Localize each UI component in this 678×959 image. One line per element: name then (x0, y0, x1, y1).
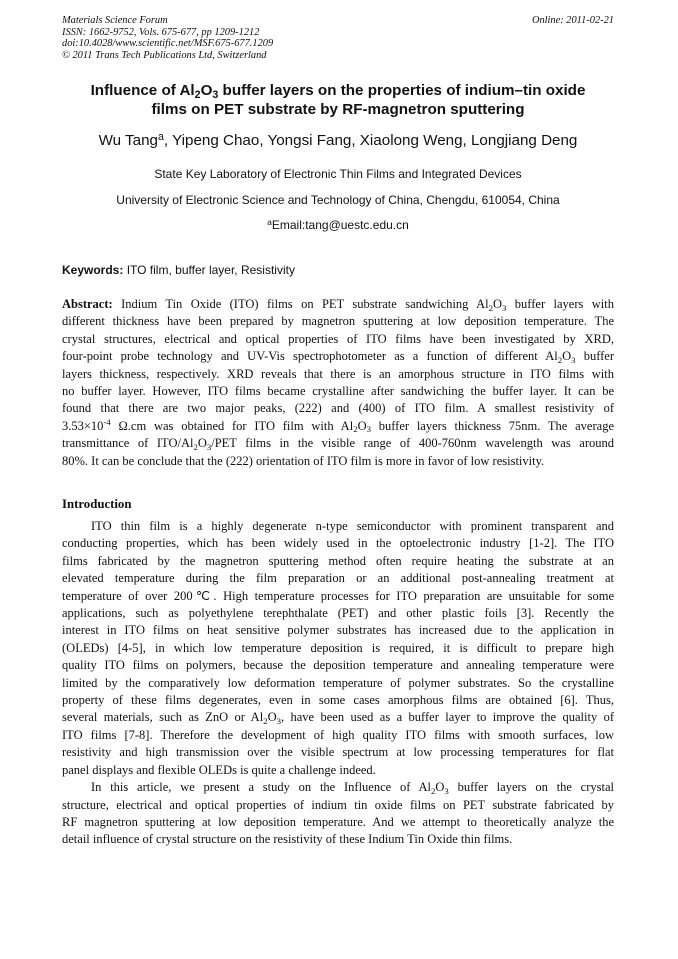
abstract-line: no buffer layer. However, ITO films became crystalline after sandwiching the buffer layer. It can be (62, 384, 614, 399)
online-date: Online: 2011-02-21 (531, 15, 614, 26)
paragraph-line: ITO films [7-8]. Therefore the development of high quality ITO films with smooth surfaces, low (62, 727, 614, 742)
paragraph-line: ITO thin film is a highly degenerate n-type semiconductor with prominent transparent and (91, 519, 614, 533)
paragraph-line: In this article, we present a study on the Influence of $Al_2O_3$ buffer layers on the crystal (91, 780, 614, 796)
paragraph-line: property of these films degenerates, even in some cases amorphous films are obtained [6]. Thus, (62, 693, 614, 708)
abstract-line: transmittance of ITO/$Al_2O_3$/PET films in the visible range of 400-760nm wavelength was around (62, 436, 614, 452)
abstract-line: layers thickness, respectively. XRD reveals that there is an amorphous structure in ITO films with (62, 366, 614, 381)
paragraph-line: panel displays and flexible OLEDs is quite a challenge indeed. (62, 762, 376, 777)
abstract-line: crystal structures, electrical and optical properties of ITO films have been investigated by XRD, (62, 331, 614, 346)
affiliation-line-1: State Key Laboratory of Electronic Thin Films and Integrated Devices (154, 167, 522, 181)
title-line-2: films on PET substrate by RF-magnetron sputtering (151, 101, 525, 118)
abstract-label: Abstract: (62, 297, 113, 311)
abstract-line: four-point probe technology and UV-Vis spectrophotometer as a function of different $Al_2O_3$ buffer (62, 349, 614, 365)
keywords-text: ITO film, buffer layer, Resistivity (123, 263, 295, 277)
journal-header (62, 15, 614, 61)
keywords-label: Keywords: (62, 263, 124, 277)
keywords (62, 263, 614, 278)
paragraph-line: films fabricated by the magnetron sputtering method often require heating the substrate at an (62, 553, 614, 568)
abstract-line: found that there are two major peaks, (222) and (400) of ITO film. A smallest resistivity of (62, 401, 614, 416)
abstract-line: $3.53\times 10^{-4}$ Ω.cm was obtained for ITO film with $Al_2O_3$ buffer layers thickness 75nm. The average (62, 417, 614, 435)
paragraph-line: quality ITO films on polymers, because the deposition temperature and annealing temperature were (62, 658, 614, 673)
abstract-line: Abstract: Indium Tin Oxide (ITO) films on PET substrate sandwiching $Al_2O_3$ buffer layers with (62, 297, 614, 313)
paragraph-line: detail influence of crystal structure on the resistivity of these Indium Tin Oxide thin films. (62, 832, 513, 847)
doi-line: doi:10.4028/www.scientific.net/MSF.675-677.1209 (62, 38, 274, 49)
paragraph-line: structure, electrical and optical properties of indium tin oxide films on PET substrate fabricated by (62, 797, 614, 812)
abstract-line: 80%. It can be conclude that the (222) orientation of ITO film is more in favor of low resistivity. (62, 453, 545, 468)
paper-title (62, 81, 614, 119)
section-heading-introduction: Introduction (62, 497, 132, 511)
paragraph-line: (OLEDs) [4-5], in which low temperature deposition is required, it is difficult to prepare high (62, 640, 614, 655)
paragraph-line: several materials, such as ZnO or $Al_2O_3$, have been used as a buffer layer to improve the quality of (62, 710, 615, 727)
paragraph-line: temperature of over 200℃. High temperature processes for ITO preparation are unsuitable for some (62, 588, 614, 603)
abstract-line: different thickness have been prepared by magnetron sputtering at low deposition temperature. The (62, 314, 614, 329)
introduction-paragraph-1 (62, 518, 614, 849)
paragraph-line: limited by the comparatively low deformation temperature of polymer substrates. So the crystalline (62, 675, 614, 690)
paragraph-line: resistivity and high transmission over the visible spectrum at low processing temperatures for flat (62, 745, 614, 760)
paragraph-line: conducting properties, which has been widely used in the optoelectronic industry [1-2]. The ITO (62, 536, 614, 551)
journal-name: Materials Science Forum (62, 15, 168, 26)
paragraph-line: applications, such as polyethylene terephthalate (PET) and other plastic foils [3]. Recently the (62, 606, 614, 621)
paragraph-line: RF magnetron sputtering at low deposition temperature. And we attempt to theoretically analyze the (62, 814, 614, 829)
issn-line: ISSN: 1662-9752, Vols. 675-677, pp 1209-1212 (62, 26, 260, 38)
title-line-1: Influence of $Al_2O_3$ buffer layers on the properties of indium–tin oxide (90, 82, 586, 102)
affiliation-line-2: University of Electronic Science and Technology of China, Chengdu, 610054, China (116, 193, 560, 207)
copyright-line: © 2011 Trans Tech Publications Ltd, Switzerland (62, 49, 267, 61)
paragraph-line: elevated temperature during the film preparation or an additional post-annealing treatment at (62, 571, 614, 586)
abstract (62, 296, 614, 470)
author-list: Wu Tang$^a$, Yipeng Chao, Yongsi Fang, Xiaolong Weng, Longjiang Deng (98, 130, 578, 149)
author-email: $^a$Email:tang@uestc.edu.cn (267, 216, 409, 232)
paragraph-line: interest in ITO films on heat sensitive polymer substrates has increased due to the application in (62, 623, 614, 638)
